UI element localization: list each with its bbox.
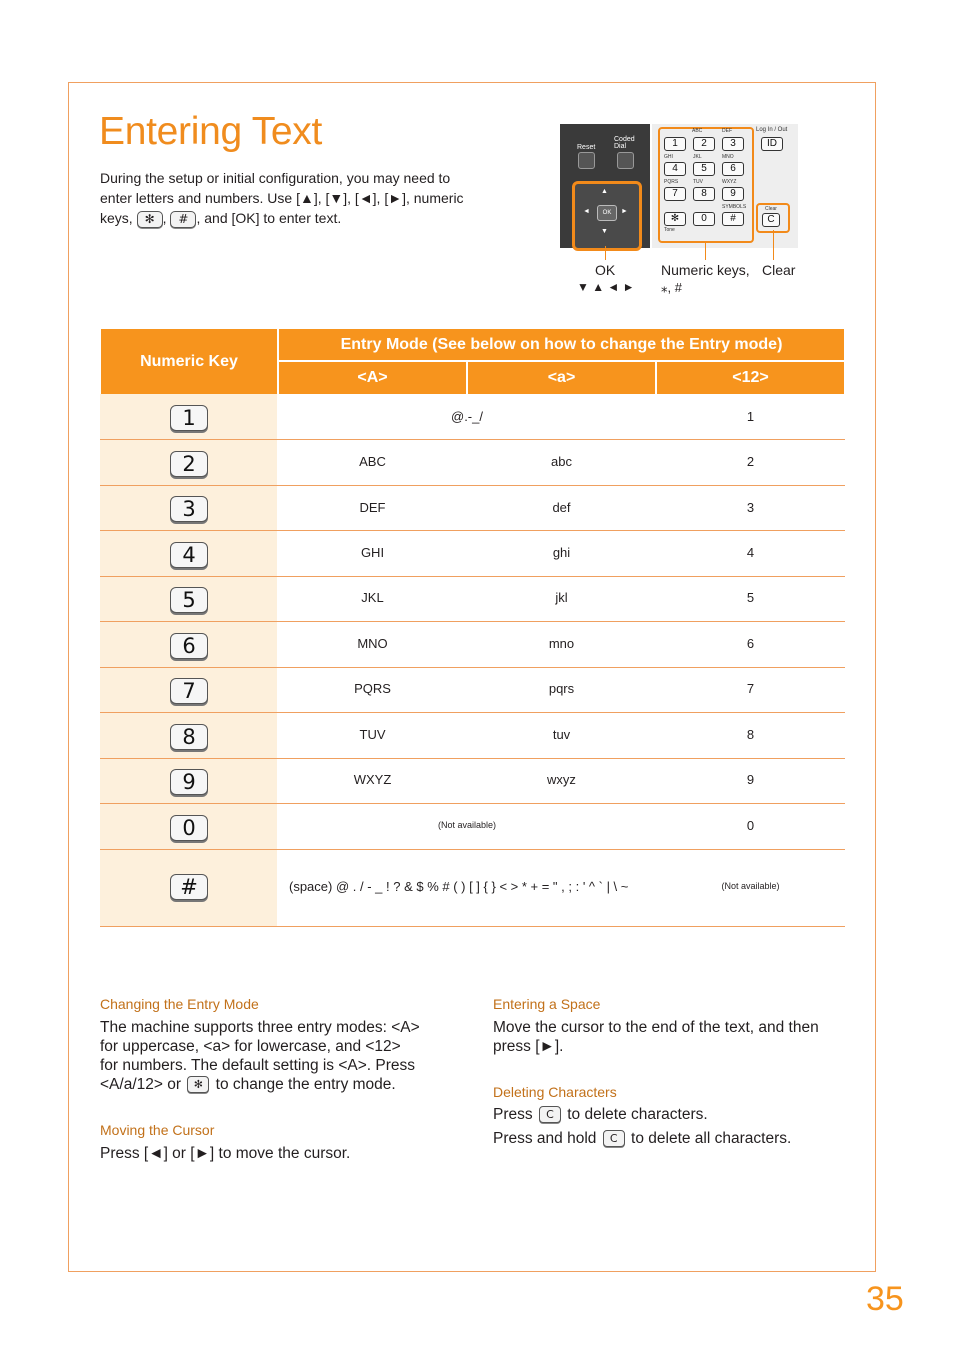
cell-mode-12: 8 bbox=[746, 727, 755, 742]
left-arrow-icon: ◄ bbox=[583, 208, 590, 215]
up-arrow-icon: ▲ bbox=[601, 188, 608, 195]
delete-line-1-post: to delete characters. bbox=[567, 1106, 708, 1123]
ok-key: OK bbox=[597, 205, 617, 221]
table-row bbox=[100, 850, 845, 927]
cell-mode-A: PQRS bbox=[354, 681, 391, 696]
space-line-1: Move the cursor to the end of the text, and then bbox=[493, 1019, 819, 1036]
star-key-icon: ✻ bbox=[187, 1076, 209, 1093]
cell-mode-Aa: (Not available) bbox=[437, 820, 497, 830]
clear-key-icon: C bbox=[539, 1106, 561, 1123]
numeric-callout: Numeric keys, bbox=[661, 262, 750, 278]
key-cell bbox=[100, 759, 277, 803]
key-cell bbox=[100, 440, 277, 485]
down-arrow-icon: ▼ bbox=[601, 228, 608, 235]
cell-mode-A: GHI bbox=[360, 545, 385, 560]
intro-line-3-pre: keys, bbox=[100, 210, 137, 226]
key-6-icon: 6 bbox=[170, 633, 208, 659]
cell-mode-12: 3 bbox=[746, 500, 755, 515]
star-key-icon: ✻ bbox=[137, 211, 163, 228]
delete-heading: Deleting Characters bbox=[493, 1084, 617, 1100]
key-cell bbox=[100, 668, 277, 712]
reset-button bbox=[578, 152, 595, 169]
cell-mode-A: JKL bbox=[361, 590, 384, 605]
page-title: Entering Text bbox=[99, 110, 323, 153]
header-mode-12: <12> bbox=[657, 362, 844, 394]
arrows-callout: ▼ ▲ ◄ ► bbox=[577, 280, 635, 294]
cell-mode-a: jkl bbox=[555, 590, 568, 605]
clear-key-icon: C bbox=[603, 1130, 625, 1147]
panel-key-1: 1 bbox=[664, 137, 686, 151]
space-text bbox=[493, 1018, 853, 1056]
table-row bbox=[100, 668, 845, 713]
change-line-2: for uppercase, <a> for lowercase, and <12> bbox=[100, 1038, 401, 1055]
cell-mode-a: abc bbox=[551, 454, 572, 469]
delete-line-2-post: to delete all characters. bbox=[631, 1130, 792, 1147]
delete-line-2-pre: Press and hold bbox=[493, 1130, 597, 1147]
key-3-icon: 3 bbox=[170, 496, 208, 522]
intro-line-2: enter letters and numbers. Use [▲], [▼], [◄], [►], numeric bbox=[100, 190, 464, 206]
cell-mode-12: 9 bbox=[746, 772, 755, 787]
table-row bbox=[100, 759, 845, 804]
change-line-1: The machine supports three entry modes: <A> bbox=[100, 1019, 420, 1036]
key-cell bbox=[100, 531, 277, 576]
cell-mode-12: 4 bbox=[746, 545, 755, 560]
header-mode-A: <A> bbox=[279, 362, 466, 394]
panel-key-2: 2 bbox=[693, 137, 715, 151]
key-sub-jkl: JKL bbox=[693, 154, 702, 160]
key-sub-mno: MNO bbox=[722, 154, 734, 160]
change-mode-text bbox=[100, 1018, 460, 1094]
header-numeric-key: Numeric Key bbox=[101, 329, 277, 394]
key-cell bbox=[100, 622, 277, 667]
key-sub-tuv: TUV bbox=[693, 179, 703, 185]
key-cell bbox=[100, 577, 277, 621]
cell-mode-12: 2 bbox=[746, 454, 755, 469]
panel-key-8: 8 bbox=[693, 187, 715, 201]
table-row bbox=[100, 804, 845, 850]
change-line-3: for numbers. The default setting is <A>. Press bbox=[100, 1057, 416, 1074]
panel-key-star: ✻ bbox=[664, 212, 686, 226]
cell-mode-A: TUV bbox=[359, 727, 386, 742]
table-row bbox=[100, 713, 845, 759]
space-heading: Entering a Space bbox=[493, 996, 601, 1012]
key-9-icon: 9 bbox=[170, 769, 208, 795]
header-entry-mode: Entry Mode (See below on how to change the Entry mode) bbox=[279, 329, 844, 360]
key-cell bbox=[100, 804, 277, 849]
panel-key-4: 4 bbox=[664, 162, 686, 176]
ok-callout: OK bbox=[595, 262, 616, 278]
delete-line-1-pre: Press bbox=[493, 1106, 533, 1123]
key-8-icon: 8 bbox=[170, 724, 208, 750]
right-arrow-icon: ► bbox=[621, 208, 628, 215]
key-2-icon: 2 bbox=[170, 451, 208, 477]
numeric-leader-line bbox=[705, 241, 706, 260]
header-mode-a: <a> bbox=[468, 362, 655, 394]
cell-mode-a: tuv bbox=[552, 727, 571, 742]
key-5-icon: 5 bbox=[170, 587, 208, 613]
panel-left-section bbox=[560, 124, 650, 248]
id-key: ID bbox=[761, 137, 783, 151]
intro-sep: , bbox=[162, 210, 171, 226]
cell-mode-A: MNO bbox=[357, 636, 388, 651]
move-cursor-heading: Moving the Cursor bbox=[100, 1122, 215, 1138]
key-4-icon: 4 bbox=[170, 542, 208, 568]
cell-mode-Aa: (space) @ . / - _ ! ? & $ % # ( ) [ ] { } < > * + = " , ; : ' ^ ` | \ ~ bbox=[289, 879, 629, 894]
delete-line-2 bbox=[493, 1129, 791, 1148]
key-cell bbox=[100, 713, 277, 758]
cell-mode-a: pqrs bbox=[548, 681, 575, 696]
panel-key-hash: # bbox=[722, 212, 744, 226]
table-row bbox=[100, 486, 845, 531]
key-sub-ghi: GHI bbox=[664, 154, 673, 160]
cell-mode-Aa: @.-_/ bbox=[451, 409, 483, 424]
intro-text bbox=[100, 168, 470, 228]
key-sub-wxyz: WXYZ bbox=[722, 179, 737, 185]
key-cell bbox=[100, 486, 277, 530]
key-sub-abc: ABC bbox=[692, 128, 703, 134]
clear-key: C bbox=[762, 213, 780, 227]
nav-pad bbox=[572, 181, 642, 251]
table-row bbox=[100, 577, 845, 622]
key-sub-def: DEF bbox=[722, 128, 732, 134]
panel-key-3: 3 bbox=[722, 137, 744, 151]
change-line-4-post: to change the entry mode. bbox=[215, 1076, 396, 1093]
key-7-icon: 7 bbox=[170, 678, 208, 704]
panel-right-section bbox=[652, 124, 798, 248]
cell-mode-12: (Not available) bbox=[721, 881, 780, 891]
cell-mode-a: ghi bbox=[552, 545, 571, 560]
table-row bbox=[100, 394, 845, 440]
coded-dial-button bbox=[617, 152, 634, 169]
delete-line-1 bbox=[493, 1105, 708, 1124]
cell-mode-A: ABC bbox=[359, 454, 386, 469]
cell-mode-12: 1 bbox=[746, 409, 755, 424]
change-line-4-pre: <A/a/12> or bbox=[100, 1076, 182, 1093]
panel-key-5: 5 bbox=[693, 162, 715, 176]
ok-leader-line bbox=[605, 246, 606, 260]
intro-line-3-post: , and [OK] to enter text. bbox=[196, 210, 342, 226]
coded-dial-label: Coded Dial bbox=[614, 136, 635, 150]
panel-key-9: 9 bbox=[722, 187, 744, 201]
move-cursor-text: Press [◄] or [►] to move the cursor. bbox=[100, 1145, 351, 1162]
tone-label: Tone bbox=[664, 227, 675, 233]
cell-mode-a: def bbox=[552, 500, 571, 515]
cell-mode-a: mno bbox=[548, 636, 575, 651]
table-row bbox=[100, 531, 845, 577]
cell-mode-12: 7 bbox=[746, 681, 755, 696]
clear-callout: Clear bbox=[762, 262, 796, 278]
table-row bbox=[100, 440, 845, 486]
hash-key-icon: # bbox=[170, 211, 196, 228]
key-cell bbox=[100, 394, 277, 439]
cell-mode-A: WXYZ bbox=[353, 772, 392, 787]
cell-mode-12: 0 bbox=[746, 818, 755, 833]
clear-leader-line bbox=[773, 230, 774, 260]
key-0-icon: 0 bbox=[170, 815, 208, 841]
cell-mode-12: 6 bbox=[746, 636, 755, 651]
cell-mode-A: DEF bbox=[359, 500, 386, 515]
numeric-callout-2: ⁎, # bbox=[661, 280, 682, 295]
control-panel-illustration bbox=[560, 124, 798, 248]
space-line-2: press [►]. bbox=[493, 1038, 564, 1055]
cell-mode-a: wxyz bbox=[547, 772, 576, 787]
key-1-icon: 1 bbox=[170, 405, 208, 431]
change-mode-heading: Changing the Entry Mode bbox=[100, 996, 259, 1012]
key-sub-symbols: SYMBOLS bbox=[722, 204, 747, 210]
intro-line-1: During the setup or initial configuration, you may need to bbox=[100, 170, 451, 186]
reset-label: Reset bbox=[577, 144, 596, 151]
panel-key-6: 6 bbox=[722, 162, 744, 176]
cell-mode-12: 5 bbox=[746, 590, 755, 605]
login-label: Log In / Out bbox=[756, 127, 788, 133]
key-cell bbox=[100, 850, 277, 926]
clear-key-label: Clear bbox=[765, 206, 777, 212]
table-row bbox=[100, 622, 845, 668]
page-number: 35 bbox=[866, 1280, 904, 1318]
key-sub-pqrs: PQRS bbox=[664, 179, 679, 185]
panel-key-7: 7 bbox=[664, 187, 686, 201]
panel-key-0: 0 bbox=[693, 212, 715, 226]
key-hash-icon: # bbox=[170, 874, 208, 900]
